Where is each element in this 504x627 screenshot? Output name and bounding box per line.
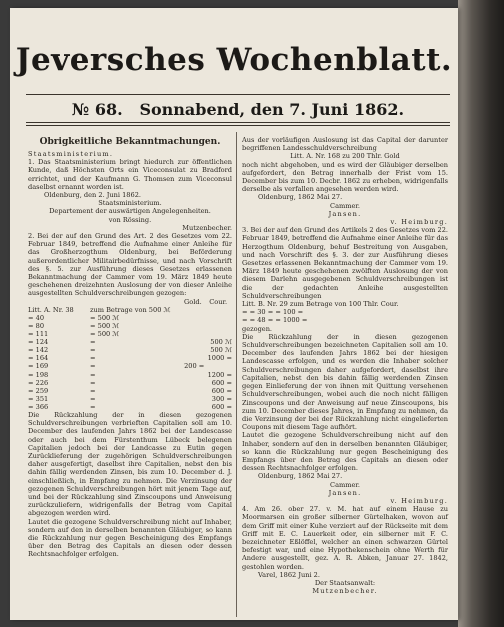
lot-text: = 500 ℳ xyxy=(90,313,120,322)
lot-no: = 351 xyxy=(28,394,49,403)
lot-gold xyxy=(181,354,204,362)
notice-3-ending: Lautet die gezogene Schuldverschreibung nicht auf den Inhaber, sondern auf den in derselben benannten Gläubiger, so kann die Rückzahlung nur gegen Bescheinigung des Empfangs über den Betrag des Capitals an diesen oder dessen Rechtsnachfolger erfolgen. xyxy=(242,431,448,473)
lot-cour xyxy=(204,306,232,314)
lots-header-row xyxy=(28,298,232,306)
issue-number: № 68. xyxy=(71,100,123,119)
masthead-title: Jeversches Wochenblatt. xyxy=(15,42,453,78)
lot-no: = 111 xyxy=(28,330,49,339)
lot-no: = 226 xyxy=(28,378,49,387)
notice-4-sig1: Der Staatsanwalt: xyxy=(314,578,376,587)
lot-text: = xyxy=(90,402,96,411)
lot-gold xyxy=(181,403,204,411)
lot-row: = = 30 = = 100 = xyxy=(242,308,304,317)
lot-row: = = 48 = = 1000 = xyxy=(242,316,308,325)
lot-text: = xyxy=(90,370,96,379)
lots-list-right xyxy=(242,300,448,325)
right-column xyxy=(242,136,448,595)
lot-gold xyxy=(181,322,204,330)
lot-text: = xyxy=(90,394,96,403)
lot-text: = xyxy=(90,338,96,347)
lot-gold xyxy=(181,379,204,387)
lot-gold xyxy=(181,338,204,346)
lot-gold: 200 = xyxy=(184,362,205,371)
lot-row xyxy=(28,371,232,379)
lot-cour xyxy=(204,314,232,322)
notice-3-sig3: v. Heimburg. xyxy=(390,496,448,505)
masthead-rule xyxy=(26,94,450,95)
notice-3-text: 3. Bei der auf den Grund des Artikels 2 des Gesetzes vom 22. Februar 1849, betreffend die Aufnahme einer Anleihe für das Herzogthum Oldenburg, behuf Bestreitung von Ausgaben, und nach Vorschrift des §. 3. der zur Ausführung dieses Gesetzes erlassenen Bekanntmachung der Cammer vom 19. März 1849 heute geschehenen zwölften Auslosung der von diesem Darlehn ausgegebenen Schuldverschreibungen ist die der gedachten Anleihe ausgestellten Schuldverschreibungen xyxy=(242,226,448,300)
notice-4-text: 4. Am 26. ober 27. v. M. hat auf einem Hause zu Moormarsen ein großer silberner Gürtelhaken, wovon auf dem Griff mit einer Kuhe verziert auf der Rückseite mit dem Griff mit E. C. Lauerkeit oder, ein silberner mit F. C. bezeichneter Eßlöffel, welcher an einen schwarzen Gürtel befestigt war, und eine Hypothekenschein ohne Werth für Andere ausgestellt, gez. A. R. Abken, Januar 27. 1842, gestohlen worden. xyxy=(242,505,448,571)
lot-cour: 500 ℳ xyxy=(210,338,232,347)
lot-row xyxy=(28,322,232,330)
notice-1-department: Departement der auswärtigen Angelegenheiten. xyxy=(49,207,211,216)
lot-no: Litt. A. Nr. 38 xyxy=(28,305,74,314)
left-column xyxy=(28,136,232,559)
lot-text: = xyxy=(90,346,96,355)
lot-row xyxy=(28,387,232,395)
lot-cour xyxy=(204,322,232,330)
lot-row xyxy=(28,354,232,362)
lot-gold xyxy=(181,395,204,403)
lot-cour: 1200 = xyxy=(207,370,232,379)
lots-table-left xyxy=(28,298,232,411)
notice-3-date: Oldenburg, 1862 Mai 27. xyxy=(258,472,343,481)
notice-4-sig2: Mutzenbecher. xyxy=(312,587,378,596)
notice-3-sig2: Jansen. xyxy=(328,488,362,497)
lot-gold xyxy=(181,330,204,338)
lot-no: = 198 xyxy=(28,370,49,379)
lots-header-cour: Cour. xyxy=(209,297,228,306)
issue-date: Sonnabend, den 7. Juni 1862. xyxy=(139,100,405,119)
right-intro-date: Oldenburg, 1862 Mai 27. xyxy=(258,193,343,202)
notice-3-sig1: Cammer. xyxy=(330,480,360,489)
lot-cour: 600 = xyxy=(211,386,232,395)
notice-1-date: Oldenburg, den 2. Juni 1862. xyxy=(44,191,141,200)
lot-gold xyxy=(181,387,204,395)
notice-1-text: 1. Das Staatsministerium bringt hiedurch zur öffentlichen Kunde, daß Höchsten Orts ein Viceconsulat zu Bradford errichtet, und der Kaufmann G. Thomsen zum Viceconsul daselbst ernannt worden ist. xyxy=(28,158,232,191)
right-intro-sig3: v. Heimburg. xyxy=(390,218,448,227)
ministry-heading: Staatsministerium. xyxy=(28,150,114,158)
lots-header-gold: Gold. xyxy=(184,297,202,306)
lot-row xyxy=(28,346,232,354)
lot-text: = xyxy=(90,354,96,363)
lot-row xyxy=(28,330,232,338)
right-intro-lot: Litt. A. Nr. 168 zu 200 Thlr. Gold xyxy=(290,152,400,161)
lot-cour: 600 = xyxy=(211,402,232,411)
notice-2-text: 2. Bei der auf den Grund des Art. 2 des Gesetzes vom 22. Februar 1849, betreffend die Aufnahme einer Anleihe für das Großherzogthum Oldenburg, bei Beförderung außerordentlicher Militairbedürfnisse, und nach Vorschrift des §. 5. zur Ausführung dieses Gesetzes erlassenen Bekanntmachung der Cammer vom 19. März 1849 heute geschehenen dreizehnten Auslosung der von dieser Anleihe ausgestellten Schuldverschreibungen gezogen: xyxy=(28,232,232,298)
right-intro-sig1: Cammer. xyxy=(330,201,360,210)
book-spine xyxy=(458,0,504,627)
lot-gold xyxy=(181,306,204,314)
right-intro-sig2: Jansen. xyxy=(328,209,362,218)
issue-rule-top xyxy=(26,122,450,123)
lot-no: = 259 xyxy=(28,386,49,395)
lot-text: = 500 ℳ xyxy=(90,321,120,330)
lot-cour xyxy=(204,362,232,370)
lot-row xyxy=(28,362,232,370)
lot-text: = xyxy=(90,378,96,387)
lot-no: = 142 xyxy=(28,346,49,355)
lot-no: = 366 xyxy=(28,402,49,411)
lot-row xyxy=(28,306,232,314)
lot-row xyxy=(28,314,232,322)
lot-text: = 500 ℳ xyxy=(90,330,120,339)
lot-cour xyxy=(204,330,232,338)
notice-1-signature: Staatsministerium. xyxy=(98,199,162,208)
lot-text: zum Betrage von 500 ℳ xyxy=(90,305,171,314)
newspaper-page xyxy=(10,8,458,620)
lot-no: = 164 xyxy=(28,354,49,363)
notice-3-gezogen: gezogen. xyxy=(242,324,273,333)
lot-cour: 1000 = xyxy=(207,354,232,363)
notice-1-secretary: Mutzenbecher. xyxy=(182,223,232,232)
lot-row xyxy=(28,379,232,387)
column-divider xyxy=(236,132,237,617)
lot-row: Litt. B. Nr. 29 zum Betrage von 100 Thlr. Cour. xyxy=(242,300,399,309)
lot-cour: 600 = xyxy=(211,378,232,387)
lot-row xyxy=(28,338,232,346)
lot-text: = xyxy=(90,362,96,371)
lot-gold xyxy=(181,346,204,354)
lot-no: = 40 xyxy=(28,313,45,322)
lot-gold xyxy=(181,314,204,322)
lot-row xyxy=(28,403,232,411)
issue-rule-bottom xyxy=(26,125,450,126)
notice-4-date: Varel, 1862 Juni 2. xyxy=(258,570,320,579)
notice-2-ending: Lautet die gezogene Schuldverschreibung nicht auf Inhaber, sondern auf den in derselben benannten Gläubiger, so kann die Rückzahlung nur gegen Bescheinigung des Empfangs über den Betrag des Capitals an diesen oder dessen Rechtsnachfolger erfolgen. xyxy=(28,517,232,559)
issue-line xyxy=(28,100,448,119)
lot-no: = 169 xyxy=(28,362,49,371)
notice-2-continuation: Die Rückzahlung der in diesen gezogenen Schuldverschreibungen verbrieften Capitalien soll am 10. December des laufenden Jahrs 1862 bei der Landescasse oder auch bei dem Fürstenthum Lübeck belegenen Capitalien jedoch bei der Landcasse zu Eutin gegen Zurücklieferung der zugehörigen Schuldverschreibungen daher ausgefertigt, daselbst ihre Capitalien, nebst den bis dahin fällig werdenden Zinsen, bis zum 10. December d. J. einschließlich, in Empfang zu nehmen. Die Verzinsung der gezogenen Schuldverschreibungen hört mit jenem Tage auf, und bei der Rückzahlung sind Zinscoupons und Anweisung zurückzuliefern, widrigenfalls der Betrag vom Capital abgezogen werden wird. xyxy=(28,410,232,518)
lot-no: = 124 xyxy=(28,338,49,347)
right-intro-cont: noch nicht abgehoben, und es wird der Gläubiger derselben aufgefordert, den Betrag innerhalb der Frist vom 15. December bis zum 10. Decbr. 1862 zu erheben, widrigenfalls derselbe als verfallen angesehen werden wird. xyxy=(242,160,448,194)
right-intro-text: Aus der vorläufigen Auslosung ist das Capital der darunter begriffenen Landesschuldverschreibung xyxy=(242,136,448,153)
lot-gold xyxy=(181,371,204,379)
notice-3-continuation: Die Rückzahlung der in diesen gezogenen Schuldverschreibungen bezeichneten Capitalien soll am 10. December des laufenden Jahrs 1862 bei der hiesigen Landescasse erfolgen, und es werden die Inhaber solcher Schuldverschreibungen daher aufgefordert, daselbst ihre Capitalien, nebst den bis dahin fällig werdenden Zinsen gegen Einlieferung der von ihnen mit Quittung versehenen Schuldverschreibungen, wobei auch die noch nicht fälligen Zinscoupons und der Anweisung auf neue Zinscoupons, bis zum 10. December dieses Jahres, in Empfang zu nehmen, da die Verzinsung der bei der Rückzahlung nicht eingelieferten Coupons mit diesem Tage aufhört. xyxy=(242,332,448,432)
section-title: Obrigkeitliche Bekanntmachungen. xyxy=(39,137,221,147)
lot-cour: 300 = xyxy=(211,394,232,403)
lot-row xyxy=(28,395,232,403)
lot-no: = 80 xyxy=(28,321,45,330)
lot-text: = xyxy=(90,386,96,395)
lot-cour: 500 ℳ xyxy=(210,346,232,355)
notice-1-signer: von Rössing. xyxy=(108,215,152,224)
